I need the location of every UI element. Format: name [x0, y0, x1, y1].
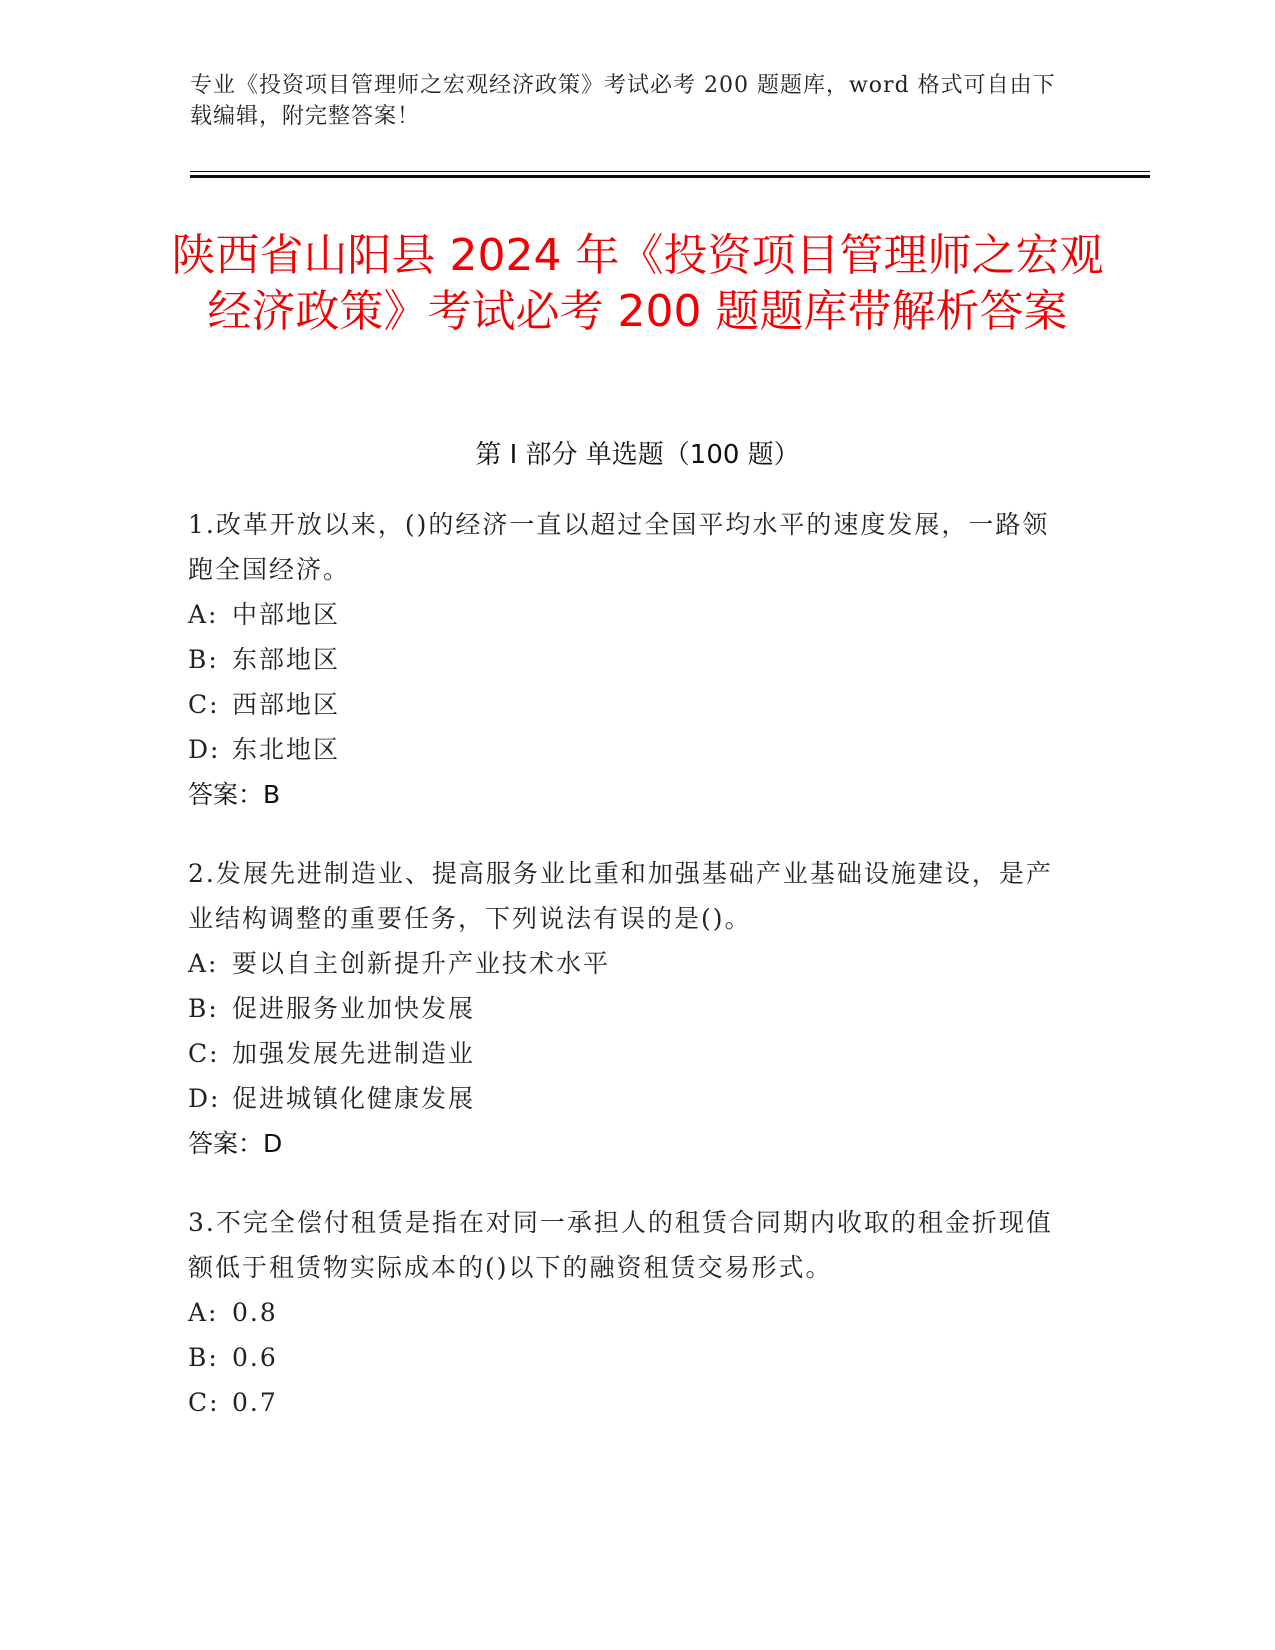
option-d — [188, 727, 1068, 772]
option-key: C: — [188, 1039, 220, 1068]
option-text: 促进城镇化健康发展 — [232, 1084, 476, 1113]
document-title: 陕西省山阳县 2024 年《投资项目管理师之宏观经济政策》考试必考 200 题题库带解析答案 — [171, 230, 1104, 337]
question-stem: 1.改革开放以来，()的经济一直以超过全国平均水平的速度发展，一路领跑全国经济。 — [188, 510, 1050, 584]
section-title: 第 I 部分 单选题（100 题） — [475, 440, 800, 470]
option-key: D: — [188, 1084, 221, 1113]
question-3 — [188, 1200, 1068, 1425]
answer-value: D — [263, 1129, 283, 1158]
option-text: 东部地区 — [232, 645, 341, 674]
option-b — [188, 986, 1068, 1031]
header-rule-thick — [190, 175, 1150, 178]
option-key: C: — [188, 1388, 220, 1417]
answer-value: B — [263, 780, 281, 809]
option-c — [188, 682, 1068, 727]
option-key: A: — [188, 600, 219, 629]
answer-label: 答案： — [188, 1129, 264, 1158]
option-c — [188, 1031, 1068, 1076]
question-2 — [188, 851, 1068, 1166]
header-rule-thin — [190, 171, 1150, 172]
answer — [188, 772, 1068, 817]
answer-label: 答案： — [188, 780, 264, 809]
option-key: D: — [188, 735, 221, 764]
option-text: 0.6 — [232, 1343, 278, 1372]
option-text: 0.8 — [232, 1298, 278, 1327]
option-key: B: — [188, 1343, 219, 1372]
option-a — [188, 1290, 1068, 1335]
option-text: 中部地区 — [232, 600, 341, 629]
option-key: C: — [188, 690, 220, 719]
option-b — [188, 1335, 1068, 1380]
question-stem: 3.不完全偿付租赁是指在对同一承担人的租赁合同期内收取的租金折现值额低于租赁物实际成本的()以下的融资租赁交易形式。 — [188, 1208, 1053, 1282]
option-c — [188, 1380, 1068, 1425]
option-text: 加强发展先进制造业 — [232, 1039, 476, 1068]
option-key: B: — [188, 645, 219, 674]
answer — [188, 1121, 1068, 1166]
option-text: 西部地区 — [232, 690, 341, 719]
option-key: A: — [188, 949, 219, 978]
header-note: 专业《投资项目管理师之宏观经济政策》考试必考 200 题题库，word 格式可自由下载编辑，附完整答案！ — [190, 73, 1056, 129]
question-1 — [188, 502, 1068, 817]
option-a — [188, 592, 1068, 637]
option-b — [188, 637, 1068, 682]
option-d — [188, 1076, 1068, 1121]
option-text: 促进服务业加快发展 — [232, 994, 476, 1023]
option-text: 0.7 — [232, 1388, 278, 1417]
option-text: 要以自主创新提升产业技术水平 — [232, 949, 611, 978]
option-key: A: — [188, 1298, 219, 1327]
option-key: B: — [188, 994, 219, 1023]
option-text: 东北地区 — [232, 735, 341, 764]
question-stem: 2.发展先进制造业、提高服务业比重和加强基础产业基础设施建设，是产业结构调整的重要任务，下列说法有误的是()。 — [188, 859, 1053, 933]
option-a — [188, 941, 1068, 986]
